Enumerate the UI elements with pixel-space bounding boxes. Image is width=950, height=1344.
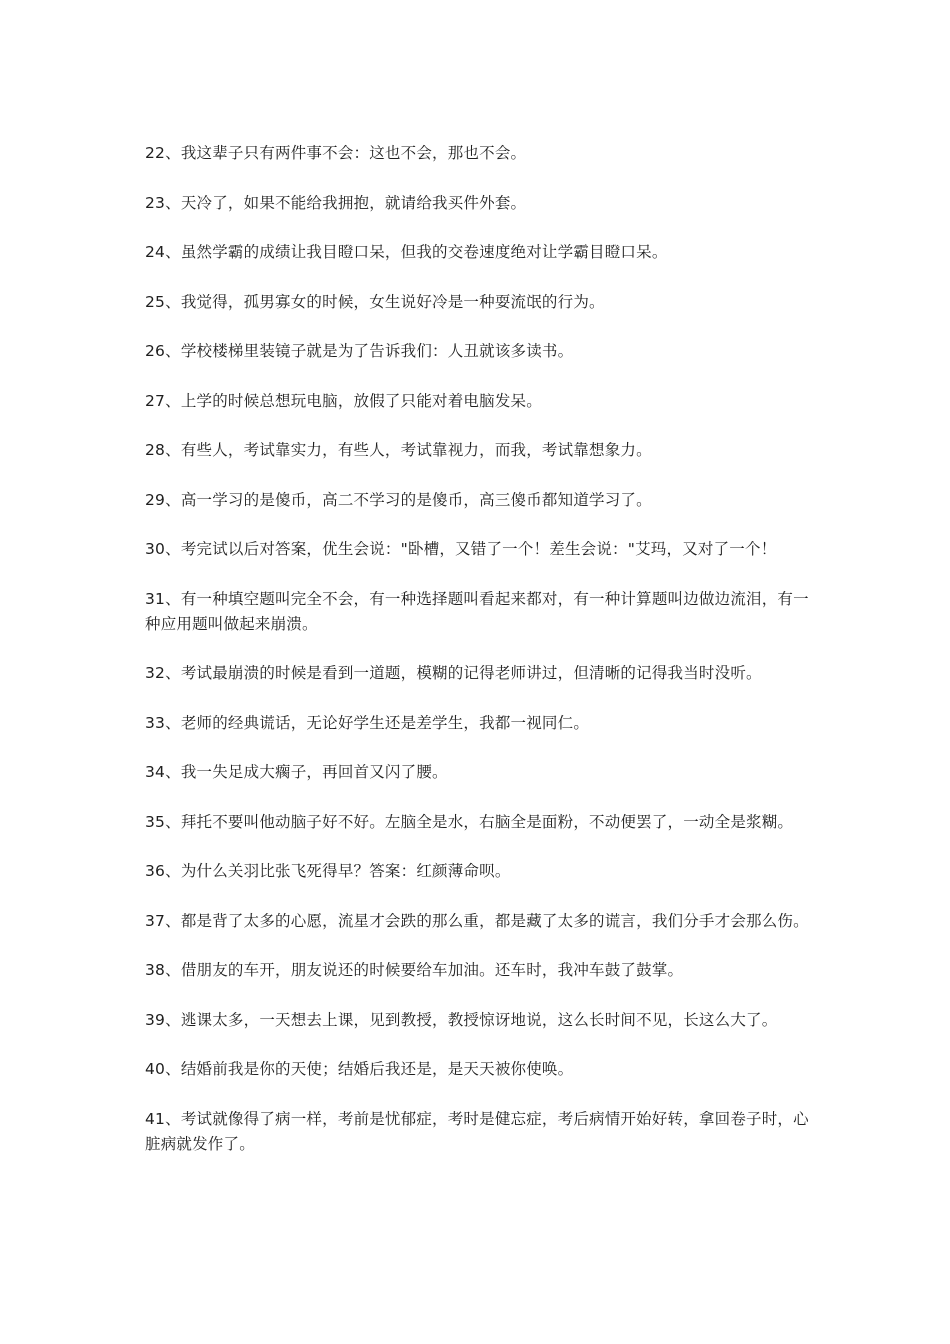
item-number: 33 xyxy=(145,713,166,732)
item-separator: 、 xyxy=(165,664,181,682)
item-text: 虽然学霸的成绩让我目瞪口呆，但我的交卷速度绝对让学霸目瞪口呆。 xyxy=(180,243,668,261)
list-item xyxy=(145,909,815,934)
item-separator: 、 xyxy=(165,911,181,930)
list-item xyxy=(145,290,815,315)
item-separator: 、 xyxy=(165,1109,181,1128)
item-number: 39 xyxy=(145,1010,166,1029)
item-text: 学校楼梯里装镜子就是为了告诉我们：人丑就该多读书。 xyxy=(180,342,574,360)
item-separator: 、 xyxy=(165,292,181,311)
item-separator: 、 xyxy=(165,342,181,360)
item-number: 31 xyxy=(145,589,166,608)
item-number: 23 xyxy=(145,193,166,212)
item-number: 40 xyxy=(145,1060,166,1078)
item-number: 41 xyxy=(145,1109,166,1128)
item-number: 26 xyxy=(145,342,166,360)
item-number: 28 xyxy=(145,441,166,459)
item-separator: 、 xyxy=(165,589,181,608)
list-item xyxy=(145,537,815,562)
item-text: 上学的时候总想玩电脑，放假了只能对着电脑发呆。 xyxy=(180,391,542,410)
item-number: 29 xyxy=(145,490,166,509)
item-number: 24 xyxy=(145,243,166,261)
list-item xyxy=(145,661,815,686)
item-number: 38 xyxy=(145,961,166,979)
list-item xyxy=(145,191,815,216)
list-item xyxy=(145,488,815,513)
item-text: 考试最崩溃的时候是看到一道题，模糊的记得老师讲过，但清晰的记得我当时没听。 xyxy=(180,664,762,682)
item-separator: 、 xyxy=(165,193,181,212)
item-separator: 、 xyxy=(165,1060,181,1078)
list-item xyxy=(145,438,815,463)
item-separator: 、 xyxy=(165,713,181,732)
item-text: 有些人，考试靠实力，有些人，考试靠视力，而我，考试靠想象力。 xyxy=(180,441,652,459)
list-item xyxy=(145,339,815,364)
item-text: 都是背了太多的心愿，流星才会跌的那么重，都是藏了太多的谎言，我们分手才会那么伤。 xyxy=(180,911,809,930)
item-number: 30 xyxy=(145,540,166,558)
item-separator: 、 xyxy=(165,1010,181,1029)
item-text: 结婚前我是你的天使；结婚后我还是，是天天被你使唤。 xyxy=(180,1060,574,1078)
list-item xyxy=(145,1057,815,1082)
item-text: 考试就像得了病一样，考前是忧郁症，考时是健忘症，考后病情开始好转，拿回卷子时，心脏病就发作了。 xyxy=(145,1109,809,1153)
item-separator: 、 xyxy=(165,961,181,979)
item-text: 逃课太多，一天想去上课，见到教授，教授惊讶地说，这么长时间不见，长这么大了。 xyxy=(180,1010,778,1029)
item-text: 有一种填空题叫完全不会，有一种选择题叫看起来都对，有一种计算题叫边做边流泪，有一种应用题叫做起来崩溃。 xyxy=(145,589,809,633)
list-item xyxy=(145,587,815,637)
item-text: 拜托不要叫他动脑子好不好。左脑全是水，右脑全是面粉，不动便罢了，一动全是浆糊。 xyxy=(180,812,794,831)
list-item xyxy=(145,711,815,736)
item-separator: 、 xyxy=(165,862,181,880)
joke-list xyxy=(145,141,815,1181)
list-item xyxy=(145,389,815,414)
item-number: 25 xyxy=(145,292,166,311)
item-text: 借朋友的车开，朋友说还的时候要给车加油。还车时，我冲车鼓了鼓掌。 xyxy=(180,961,684,979)
item-text: 我觉得，孤男寡女的时候，女生说好冷是一种耍流氓的行为。 xyxy=(180,292,605,311)
item-text: 老师的经典谎话，无论好学生还是差学生，我都一视同仁。 xyxy=(180,713,590,732)
item-text: 高一学习的是傻币，高二不学习的是傻币，高三傻币都知道学习了。 xyxy=(180,490,652,509)
item-separator: 、 xyxy=(165,243,181,261)
item-separator: 、 xyxy=(165,540,181,558)
item-separator: 、 xyxy=(165,490,181,509)
item-text: 为什么关羽比张飞死得早？答案：红颜薄命呗。 xyxy=(180,862,511,880)
item-text: 考完试以后对答案，优生会说："卧槽，又错了一个！差生会说："艾玛，又对了一个！ xyxy=(180,540,777,558)
item-text: 天冷了，如果不能给我拥抱，就请给我买件外套。 xyxy=(180,193,527,212)
item-number: 27 xyxy=(145,391,166,410)
item-separator: 、 xyxy=(165,441,181,459)
item-number: 37 xyxy=(145,911,166,930)
item-number: 34 xyxy=(145,763,166,781)
list-item xyxy=(145,958,815,983)
item-number: 22 xyxy=(145,144,166,162)
list-item xyxy=(145,141,815,166)
item-number: 35 xyxy=(145,812,166,831)
item-text: 我这辈子只有两件事不会：这也不会，那也不会。 xyxy=(180,144,527,162)
list-item xyxy=(145,1008,815,1033)
list-item xyxy=(145,810,815,835)
list-item xyxy=(145,859,815,884)
item-text: 我一失足成大瘸子，再回首又闪了腰。 xyxy=(180,763,448,781)
item-separator: 、 xyxy=(165,144,181,162)
list-item xyxy=(145,760,815,785)
item-number: 36 xyxy=(145,862,166,880)
item-number: 32 xyxy=(145,664,166,682)
list-item xyxy=(145,240,815,265)
list-item xyxy=(145,1107,815,1157)
item-separator: 、 xyxy=(165,391,181,410)
item-separator: 、 xyxy=(165,812,181,831)
item-separator: 、 xyxy=(165,763,181,781)
